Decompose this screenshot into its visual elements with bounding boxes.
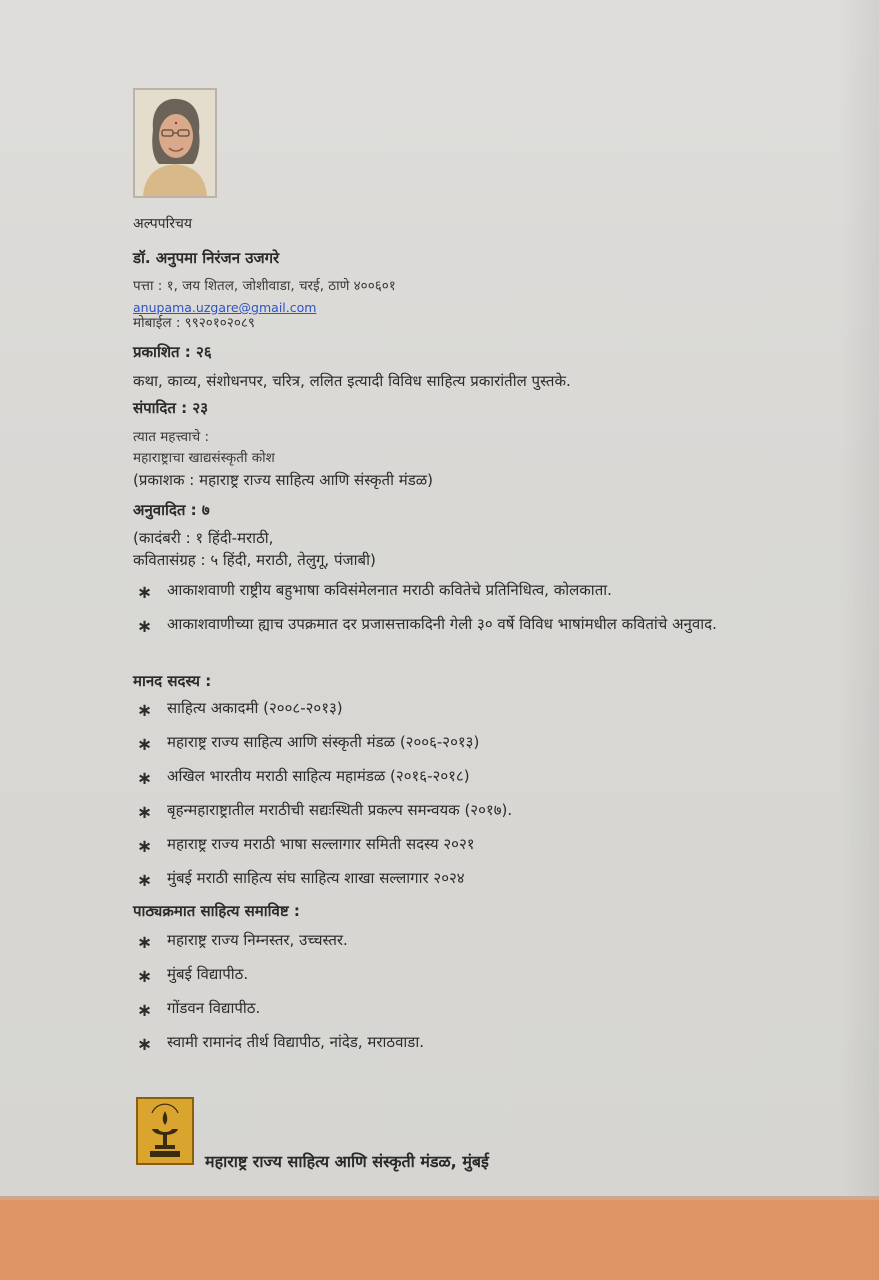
edited-heading: संपादित : २३	[133, 399, 208, 417]
profile-section-label: अल्पपरिचय	[133, 216, 192, 232]
orange-bottom-band	[0, 1200, 879, 1280]
list-item	[133, 927, 833, 953]
publisher-logo	[136, 1097, 194, 1165]
asterisk-icon: ∗	[137, 582, 153, 603]
publisher-name: महाराष्ट्र राज्य साहित्य आणि संस्कृती मंडळ, मुंबई	[205, 1152, 489, 1171]
asterisk-icon: ∗	[137, 616, 153, 637]
published-description: कथा, काव्य, संशोधनपर, चरित्र, ललित इत्यादी विविध साहित्य प्रकारांतील पुस्तके.	[133, 372, 571, 390]
translated-line-2: कवितासंग्रह : ५ हिंदी, मराठी, तेलुगू, पंजाबी)	[133, 551, 376, 569]
asterisk-icon: ∗	[137, 802, 153, 823]
cover-edge-shadow	[839, 0, 879, 1200]
list-item-text: बृहन्महाराष्ट्रातील मराठीची सद्यःस्थिती प्रकल्प समन्वयक (२०१७).	[167, 801, 513, 819]
asterisk-icon: ∗	[137, 1000, 153, 1021]
list-item-text: महाराष्ट्र राज्य मराठी भाषा सल्लागार समिती सदस्य २०२१	[167, 835, 475, 853]
published-heading: प्रकाशित : २६	[133, 343, 212, 361]
asterisk-icon: ∗	[137, 734, 153, 755]
asterisk-icon: ∗	[137, 870, 153, 891]
asterisk-icon: ∗	[137, 932, 153, 953]
lamp-emblem-icon	[138, 1099, 192, 1163]
list-item-text: मुंबई विद्यापीठ.	[167, 965, 249, 983]
list-item	[133, 865, 833, 891]
author-mobile: मोबाईल : ९९२०१०२०८९	[133, 315, 255, 331]
asterisk-icon: ∗	[137, 966, 153, 987]
list-item	[133, 695, 833, 721]
list-item-text: अखिल भारतीय मराठी साहित्य महामंडळ (२०१६-२०१८)	[167, 767, 470, 785]
asterisk-icon: ∗	[137, 836, 153, 857]
author-email-link[interactable]: anupama.uzgare@gmail.com	[133, 300, 317, 315]
list-item	[133, 729, 833, 755]
author-photo	[133, 88, 217, 198]
author-name: डॉ. अनुपमा निरंजन उजगरे	[133, 249, 280, 267]
asterisk-icon: ∗	[137, 700, 153, 721]
list-item-text: महाराष्ट्र राज्य निम्नस्तर, उच्चस्तर.	[167, 931, 348, 949]
list-item-text: मुंबई मराठी साहित्य संघ साहित्य शाखा सल्लागार २०२४	[167, 869, 465, 887]
list-item	[133, 577, 833, 603]
list-item	[133, 611, 833, 637]
asterisk-icon: ∗	[137, 1034, 153, 1055]
edited-line-3: (प्रकाशक : महाराष्ट्र राज्य साहित्य आणि संस्कृती मंडळ)	[133, 471, 434, 489]
list-item	[133, 831, 833, 857]
list-item	[133, 995, 833, 1021]
author-portrait-icon	[135, 90, 215, 196]
list-item	[133, 763, 833, 789]
asterisk-icon: ∗	[137, 768, 153, 789]
list-item-text: स्वामी रामानंद तीर्थ विद्यापीठ, नांदेड, मराठवाडा.	[167, 1033, 424, 1051]
translated-line-1: (कादंबरी : १ हिंदी-मराठी,	[133, 529, 274, 547]
edited-line-2: महाराष्ट्राचा खाद्यसंस्कृती कोश	[133, 450, 275, 466]
list-item	[133, 961, 833, 987]
author-address: पत्ता : १, जय शितल, जोशीवाडा, चरई, ठाणे ४००६०१	[133, 278, 396, 294]
list-item	[133, 1029, 833, 1055]
list-item-text: महाराष्ट्र राज्य साहित्य आणि संस्कृती मंडळ (२००६-२०१३)	[167, 733, 480, 751]
curriculum-heading: पाठ्यक्रमात साहित्य समाविष्ट :	[133, 902, 300, 920]
list-item	[133, 797, 833, 823]
list-item-text: आकाशवाणीच्या ह्याच उपक्रमात दर प्रजासत्ताकदिनी गेली ३० वर्षे विविध भाषांमधील कवितांचे अनुवाद.	[167, 615, 717, 633]
list-item-text: गोंडवन विद्यापीठ.	[167, 999, 261, 1017]
honorary-heading: मानद सदस्य :	[133, 672, 212, 690]
list-item-text: आकाशवाणी राष्ट्रीय बहुभाषा कविसंमेलनात मराठी कवितेचे प्रतिनिधित्व, कोलकाता.	[167, 581, 612, 599]
edited-line-1: त्यात महत्त्वाचे :	[133, 429, 210, 445]
translated-heading: अनुवादित : ७	[133, 501, 210, 519]
list-item-text: साहित्य अकादमी (२००८-२०१३)	[167, 699, 343, 717]
